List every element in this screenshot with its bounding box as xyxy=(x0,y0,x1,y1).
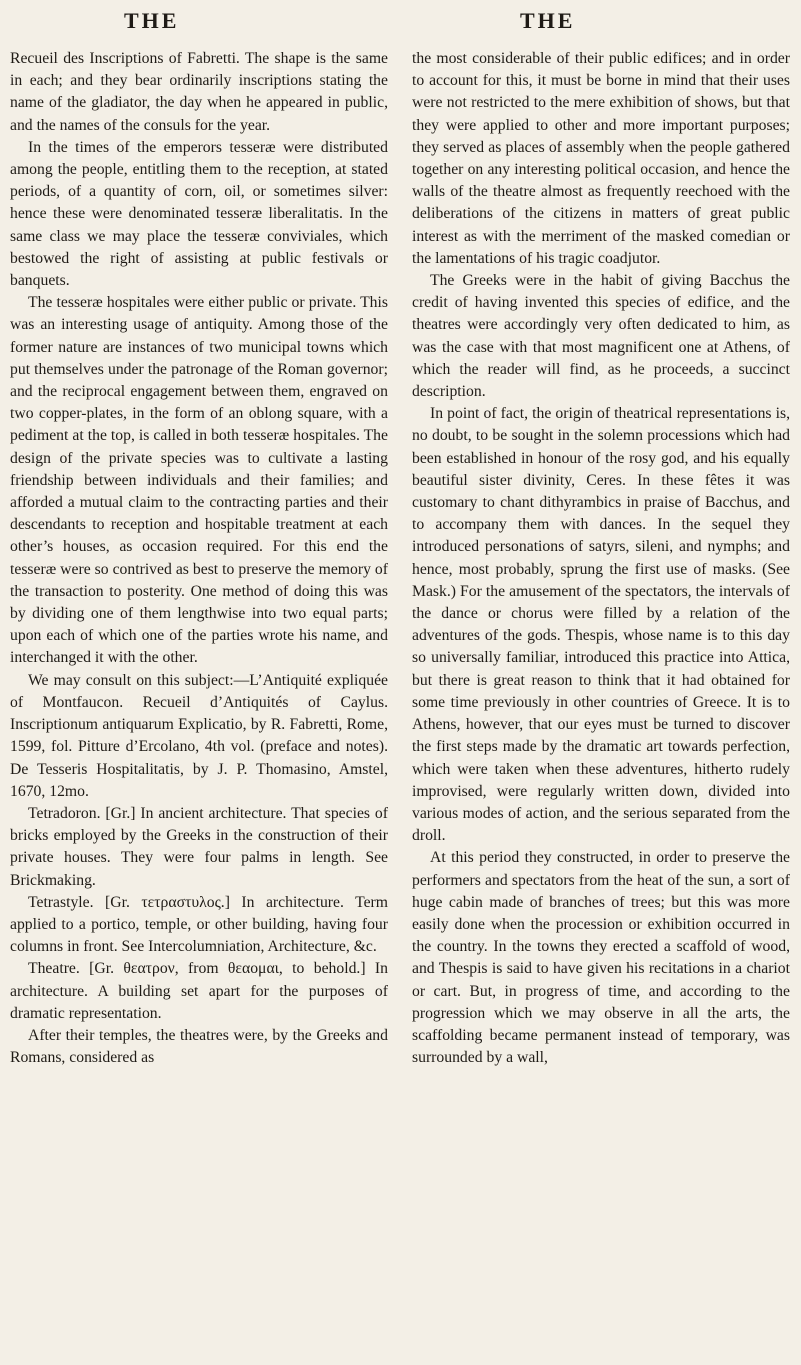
paragraph: After their temples, the theatres were, by the Greeks and Romans, considered as xyxy=(10,1026,388,1067)
running-head-right: THE xyxy=(520,8,576,33)
right-column xyxy=(412,48,790,1069)
entry-tetradoron: Tetradoron. [Gr.] In ancient architecture. That species of bricks employed by the Greeks in the construction of their private houses. They were four palms in length. See Brickmaking. xyxy=(10,804,388,889)
paragraph: Recueil des Inscriptions of Fabretti. The shape is the same in each; and they bear ordinarily inscriptions stating the name of the gladiator, the day when he appeared in public, and the names of the consuls for the year. xyxy=(10,50,388,134)
running-head-left: THE xyxy=(124,8,180,33)
paragraph: The tesseræ hospitales were either public or private. This was an interesting usage of antiquity. Among those of the former nature are instances of two municipal towns which put themselves under the patronage of the Roman governor; and the reciprocal engagement between them, engraved on two copper-plates, in the form of an oblong square, with a pediment at the top, is called in both tesseræ hospitales. The design of the private species was to cultivate a lasting friendship between individuals and their families; and afforded a mutual claim to the contracting parties and their descendants to reception and hospitable treatment at each other’s houses, as occasion required. For this end the tesseræ were so contrived as best to preserve the memory of the transaction to posterity. One method of doing this was by dividing one of them lengthwise into two equal parts; upon each of which one of the parties wrote his name, and interchanged it with the other. xyxy=(10,294,388,667)
paragraph: At this period they constructed, in order to preserve the performers and spectators from the heat of the sun, a sort of huge cabin made of branches of trees; but this was more easily done when the procession or exhibition occurred in the country. In the towns they erected a scaffold of wood, and Thespis is said to have given his recitations in a chariot or cart. But, in progress of time, and according to the progression which we may observe in all the arts, the scaffolding became permanent instead of temporary, was surrounded by a wall, xyxy=(412,849,790,1067)
paragraph: The Greeks were in the habit of giving Bacchus the credit of having invented this species of edifice, and the theatres were accordingly very often dedicated to him, as was the case with that most magnificent one at Athens, of which the reader will find, as he proceeds, a succinct description. xyxy=(412,272,790,401)
paragraph: In the times of the emperors tesseræ were distributed among the people, entitling them to the reception, at stated periods, of a quantity of corn, oil, or sometimes silver: hence these were denominated tesseræ liberalitatis. In the same class we may place the tesseræ conviviales, which bestowed the right of assisting at public festivals or banquets. xyxy=(10,138,388,290)
entry-theatre: Theatre. [Gr. θεατρον, from θεαομαι, to behold.] In architecture. A building set apart for the purposes of dramatic representation. xyxy=(10,960,388,1022)
left-column xyxy=(10,48,388,1069)
paragraph: We may consult on this subject:—L’Antiquité expliquée of Montfaucon. Recueil d’Antiquités of Caylus. Inscriptionum antiquarum Explicatio, by R. Fabretti, Rome, 1599, fol. Pitture d’Ercolano, 4th vol. (preface and notes). De Tesseris Hospitalitatis, by J. P. Thomasino, Amstel, 1670, 12mo. xyxy=(10,671,388,800)
entry-tetrastyle: Tetrastyle. [Gr. τετραστυλος.] In architecture. Term applied to a portico, temple, or other building, having four columns in front. See Intercolumniation, Architecture, &c. xyxy=(10,893,388,956)
paragraph: the most considerable of their public edifices; and in order to account for this, it must be borne in mind that their uses were not restricted to the mere exhibition of shows, but that they were applied to other and more important purposes; they served as places of assembly when the people gathered together on any interesting political occasion, and hence the walls of the theatre almost as frequently reechoed with the deliberations of the citizens in matters of great public interest as with the merriment of the masked comedian or the lamentations of his tragic coadjutor. xyxy=(412,50,790,267)
paragraph: In point of fact, the origin of theatrical representations is, no doubt, to be sought in the solemn processions which had been established in honour of the rosy god, and his equally beautiful sister divinity, Ceres. In these fêtes it was customary to chant dithyrambics in praise of Bacchus, and to accompany them with dances. In the sequel they introduced personations of satyrs, sileni, and nymphs; and hence, most probably, sprung the first use of masks. (See Mask.) For the amusement of the spectators, the intervals of the dance or chorus were filled by a relation of the adventures of the gods. Thespis, whose name is to this day so universally familiar, introduced this practice into Attica, but there is great reason to think that it had obtained for some time previously in other countries of Greece. It is to Athens, however, that our eyes must be turned to discover the first steps made by the dramatic art towards perfection, which were taken when these adventures, hitherto rudely improvised, were regularly written down, divided into various modes of action, and the serious separated from the droll. xyxy=(412,405,790,845)
